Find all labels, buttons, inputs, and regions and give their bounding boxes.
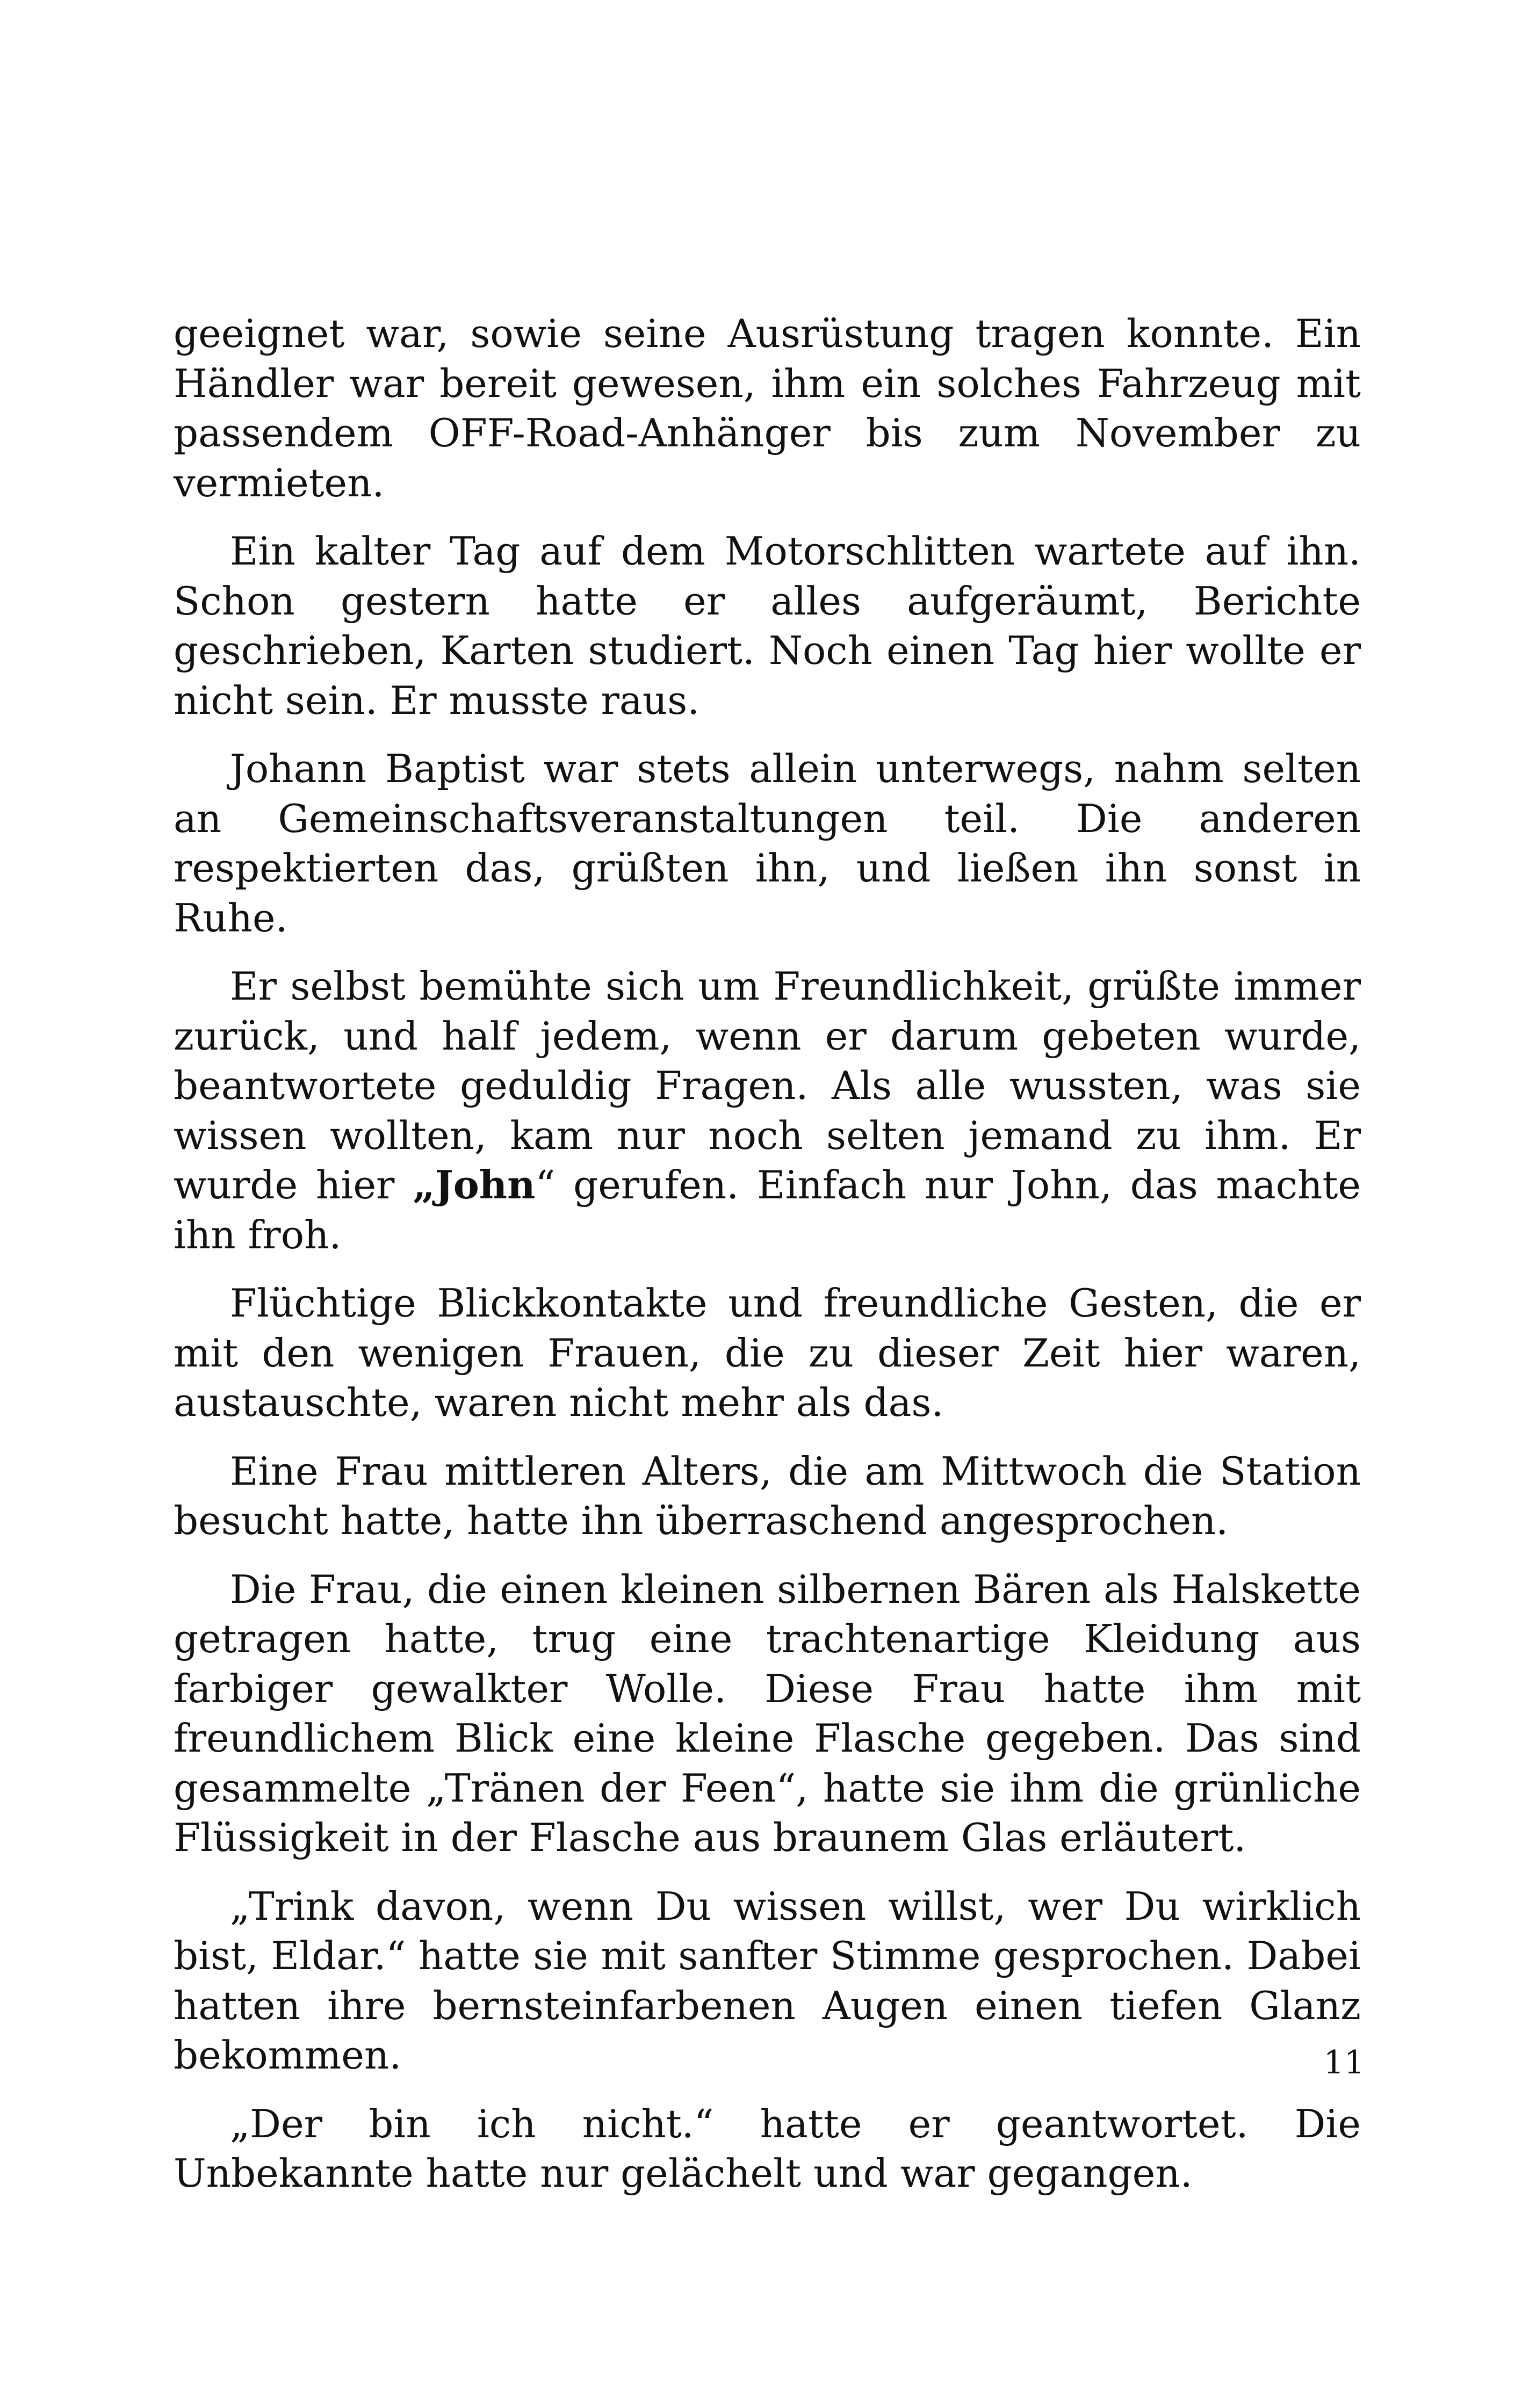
- paragraph-5: Flüchtige Blickkontakte und freundliche Gesten, die er mit den wenigen Frauen, die zu dieser Zeit hier waren, austauschte, waren nicht mehr als das.: [174, 1281, 1361, 1425]
- paragraph-4-text-after: “ gerufen. Einfach nur John, das machte ihn froh.: [174, 1162, 1361, 1257]
- paragraph-4: [174, 961, 1361, 1260]
- paragraph-6: Eine Frau mittleren Alters, die am Mittwoch die Station besucht hatte, hatte ihn überraschend angesprochen.: [174, 1448, 1361, 1543]
- paragraph-9: „Der bin ich nicht.“ hatte er geantwortet. Die Unbekannte hatte nur gelächelt und war gegangen.: [174, 2101, 1361, 2196]
- paragraph-8: „Trink davon, wenn Du wissen willst, wer Du wirklich bist, Eldar.“ hatte sie mit sanfter Stimme gesprochen. Dabei hatten ihre bernsteinfarbenen Augen einen tiefen Glanz bekommen.: [174, 1883, 1361, 2078]
- paragraph-3: Johann Baptist war stets allein unterwegs, nahm selten an Gemeinschaftsveranstaltungen teil. Die anderen respektierten das, grüßten ihn, und ließen ihn sonst in Ruhe.: [174, 746, 1361, 941]
- paragraph-4-text-before: Er selbst bemühte sich um Freundlichkeit, grüßte immer zurück, und half jedem, wenn er darum gebeten wurde, beantwortete geduldig Fragen. Als alle wussten, was sie wissen wollten, kam nur noch selten jemand zu ihm. Er wurde hier: [174, 964, 1361, 1207]
- john-nickname: „John: [413, 1162, 536, 1207]
- paragraph-1: geeignet war, sowie seine Ausrüstung tragen konnte. Ein Händler war bereit gewesen, ihm ein solches Fahrzeug mit passendem OFF-Road-Anhänger bis zum November zu vermieten.: [174, 311, 1361, 505]
- body-text: [174, 309, 1361, 2217]
- page-number: 11: [1323, 2044, 1365, 2081]
- paragraph-2: Ein kalter Tag auf dem Motorschlitten wartete auf ihn. Schon gestern hatte er alles aufgeräumt, Berichte geschrieben, Karten studiert. Noch einen Tag hier wollte er nicht sein. Er musste raus.: [174, 529, 1361, 723]
- paragraph-7: Die Frau, die einen kleinen silbernen Bären als Halskette getragen hatte, trug eine trachtenartige Kleidung aus farbiger gewalkter Wolle. Diese Frau hatte ihm mit freundlichem Blick eine kleine Flasche gegeben. Das sind gesammelte „Tränen der Feen“, hatte sie ihm die grünliche Flüssigkeit in der Flasche aus braunem Glas erläutert.: [174, 1566, 1361, 1860]
